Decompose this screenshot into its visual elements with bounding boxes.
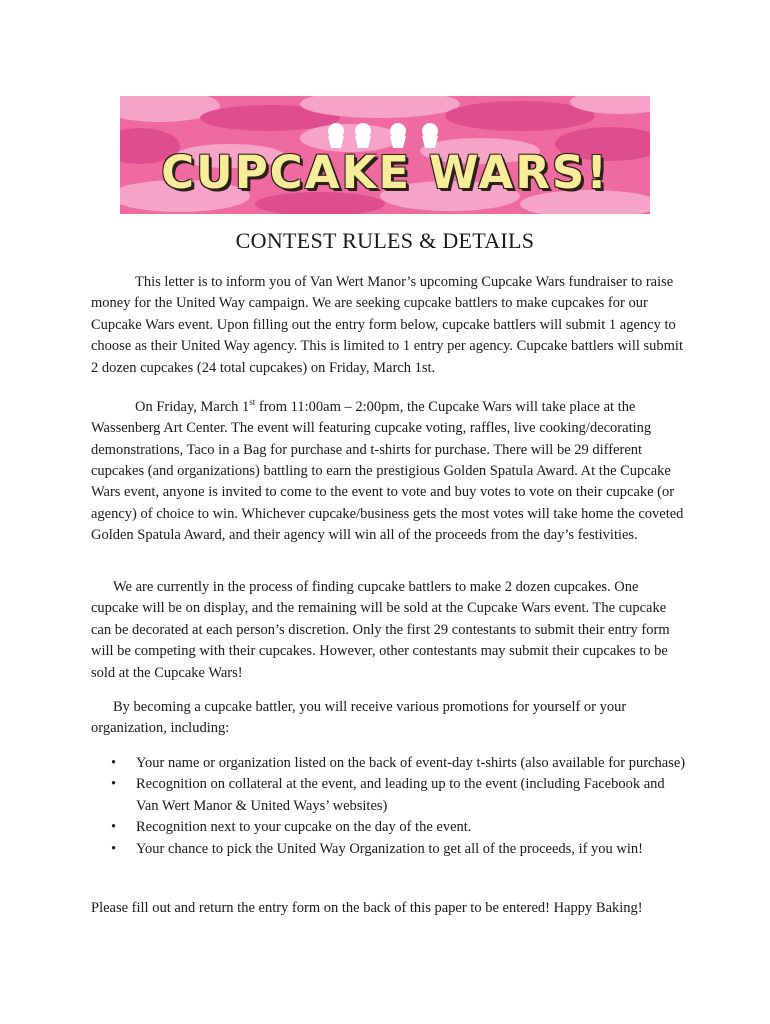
page-title: CONTEST RULES & DETAILS xyxy=(235,228,535,253)
cupcake-icon xyxy=(355,123,371,148)
list-item-text: Your chance to pick the United Way Organization to get all of the proceeds, if you win! xyxy=(136,840,644,857)
intro-text: This letter is to inform you of Van Wert Manor’s upcoming Cupcake Wars fundraiser to raise money for the United Way campaign. We are seeking cupcake battlers to make cupcakes for our Cupcake Wars event. Upon filling out the entry form below, cupcake battlers will submit 1 agency to choose as their United Way agency. This is limited to 1 entry per agency. Cupcake battlers will submit 2 dozen cupcakes (24 total cupcakes) on Friday, March 1st. xyxy=(91,274,683,376)
bullet-icon: • xyxy=(111,755,117,771)
list-item xyxy=(91,774,687,817)
bullet-icon: • xyxy=(111,840,117,857)
list-item xyxy=(91,817,687,838)
list-item-text: Recognition next to your cupcake on the day of the event. xyxy=(136,819,472,836)
event-day-superscript: st xyxy=(249,397,256,407)
list-item-text: Recognition on collateral at the event, and leading up to the event (including Facebook and Van Wert Manor & United Ways’ websites) xyxy=(136,776,665,814)
intro-paragraph xyxy=(91,272,687,379)
bullet-icon: • xyxy=(111,776,117,793)
promotions-paragraph xyxy=(91,697,687,740)
cupcake-wars-banner xyxy=(120,96,650,214)
promotions-list xyxy=(91,753,687,860)
event-day-paragraph xyxy=(91,392,687,547)
cupcake-icon xyxy=(328,123,344,148)
bullet-icon: • xyxy=(111,819,117,836)
finding-battlers-paragraph xyxy=(91,577,687,684)
event-day-pre: On Friday, March 1 xyxy=(135,398,250,415)
event-day-post: from 11:00am – 2:00pm, the Cupcake Wars will take place at the Wassenberg Art Center. The event will featuring cupcake voting, raffles, live cooking/decorating demonstrations, Taco in a Bag for purchase and t-shirts for purchase. There will be 29 different cupcakes (and organizations) battling to earn the prestigious Golden Spatula Award. At the Cupcake Wars event, anyone is invited to come to the event to vote and buy votes to vote on their cupcake (or agency) of choice to win. Whichever cupcake/business gets the most votes will take home the coveted Golden Spatula Award, and their agency will win all of the proceeds from the day’s festivities. xyxy=(91,398,684,544)
promotions-text: By becoming a cupcake battler, you will receive various promotions for yourself or your organization, including: xyxy=(91,699,627,737)
finding-battlers-text: We are currently in the process of finding cupcake battlers to make 2 dozen cupcakes. One cupcake will be on display, and the remaining will be sold at the Cupcake Wars event. The cupcake can be decorated at each person’s discretion. Only the first 29 contestants to submit their entry form will be competing with their cupcakes. However, other contestants may submit their cupcakes to be sold at the Cupcake Wars! xyxy=(91,579,670,681)
list-item xyxy=(91,839,687,860)
banner-title: CUPCAKE WARS! xyxy=(161,146,609,199)
cupcake-icon xyxy=(390,123,406,148)
closing-paragraph xyxy=(91,898,687,919)
list-item xyxy=(91,753,687,774)
closing-text: Please fill out and return the entry form on the back of this paper to be entered! Happy Baking! xyxy=(91,900,643,916)
list-item-text: Your name or organization listed on the back of event-day t-shirts (also available for purchase) xyxy=(136,755,686,771)
event-day-text xyxy=(91,392,687,547)
cupcake-icon xyxy=(422,123,438,148)
